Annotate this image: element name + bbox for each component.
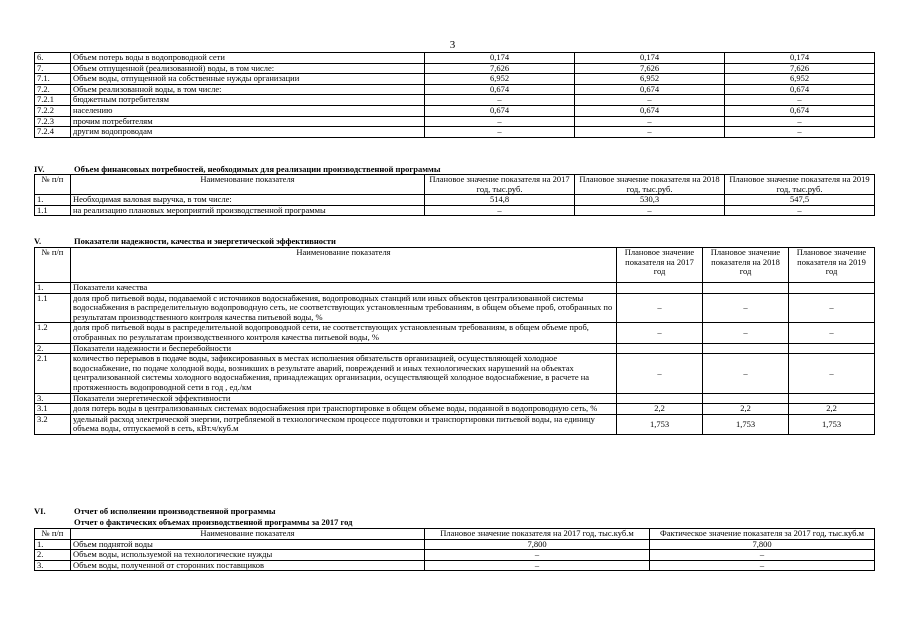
table-row	[35, 195, 875, 206]
row-name: Необходимая валовая выручка, в том числе:	[71, 195, 425, 206]
section-v-title: Показатели надежности, качества и энергетической эффективности	[74, 236, 336, 246]
row-value	[789, 343, 875, 354]
row-value: 0,174	[575, 53, 725, 64]
row-value: 0,174	[725, 53, 875, 64]
row-number: 7.1.	[35, 74, 71, 85]
row-number: 7.2.4	[35, 127, 71, 138]
row-name: Объем воды, отпущенной на собственные нужды организации	[71, 74, 425, 85]
row-value: –	[789, 293, 875, 323]
financial-needs-body	[35, 195, 875, 216]
row-name: доля потерь воды в централизованных системах водоснабжения при транспортировке в общем объеме воды, поданной в водопроводную сеть, %	[71, 404, 617, 415]
row-number: 2.	[35, 550, 71, 561]
table-row	[35, 63, 875, 74]
row-value: 6,952	[425, 74, 575, 85]
table-row	[35, 105, 875, 116]
row-value	[789, 393, 875, 404]
row-value	[789, 283, 875, 294]
actual-volumes-body	[35, 539, 875, 571]
row-value: 7,626	[575, 63, 725, 74]
page-number: 3	[449, 39, 456, 51]
row-value: –	[650, 560, 875, 571]
row-number: 3.2	[35, 414, 71, 434]
section-v-number: V.	[34, 236, 42, 246]
row-value: –	[725, 95, 875, 106]
col-actual-2017-header: Фактическое значение показателя за 2017 год, тыс.куб.м	[650, 529, 875, 540]
row-value: 0,174	[425, 53, 575, 64]
row-name: прочим потребителям	[71, 116, 425, 127]
row-name: Объем потерь воды в водопроводной сети	[71, 53, 425, 64]
table-row	[35, 116, 875, 127]
row-name: Объем воды, полученной от сторонних поставщиков	[71, 560, 425, 571]
row-value: –	[425, 560, 650, 571]
col-name-header: Наименование показателя	[71, 529, 425, 540]
col-name-header: Наименование показателя	[71, 248, 617, 283]
row-number: 7.2.2	[35, 105, 71, 116]
table-row	[35, 283, 875, 294]
row-name: доля проб питьевой воды в распределительной водопроводной сети, не соответствующих установленным требованиям, в общем объеме проб, отобранных по результатам производственного контроля качества питьевой воды, %	[71, 323, 617, 343]
row-value: –	[617, 323, 703, 343]
row-value: –	[425, 95, 575, 106]
col-plan-2018-header: Плановое значение показателя на 2018 год	[703, 248, 789, 283]
row-value	[703, 393, 789, 404]
col-number-header: № п/п	[35, 248, 71, 283]
row-value: 0,674	[425, 105, 575, 116]
table-row	[35, 205, 875, 216]
row-number: 2.1	[35, 354, 71, 393]
row-number: 1.1	[35, 293, 71, 323]
row-name: доля проб питьевой воды, подаваемой с источников водоснабжения, водопроводных станций или иных объектов централизованной системы водоснабжения в распределительную водопроводную сеть, не соответствующих установленным требованиям, в общем объеме проб, отобранных по результатам производственного контроля качества питьевой воды, %	[71, 293, 617, 323]
table-row	[35, 539, 875, 550]
table-row	[35, 560, 875, 571]
row-value: –	[789, 323, 875, 343]
row-name: Показатели энергетической эффективности	[71, 393, 617, 404]
col-plan-2017-header: Плановое значение показателя на 2017 год, тыс.руб.	[425, 175, 575, 195]
table-row	[35, 127, 875, 138]
row-value: –	[617, 293, 703, 323]
row-number: 3.	[35, 393, 71, 404]
row-number: 3.1	[35, 404, 71, 415]
table-row	[35, 95, 875, 106]
row-value: 0,674	[725, 105, 875, 116]
row-name: удельный расход электрической энергии, потребляемой в технологическом процессе подготовки и транспортировки питьевой воды, на единицу объема воды, отпускаемой в сеть, кВт.ч/куб.м	[71, 414, 617, 434]
row-number: 1.1	[35, 205, 71, 216]
row-value: –	[575, 205, 725, 216]
table-row	[35, 343, 875, 354]
row-name: другим водопроводам	[71, 127, 425, 138]
section-vi-number: VI.	[34, 506, 46, 516]
col-number-header: № п/п	[35, 175, 71, 195]
row-value: 2,2	[789, 404, 875, 415]
row-value: 0,674	[425, 84, 575, 95]
row-value: 6,952	[725, 74, 875, 85]
row-value: 7,800	[650, 539, 875, 550]
row-value: 0,674	[725, 84, 875, 95]
table-row	[35, 393, 875, 404]
row-number: 1.2	[35, 323, 71, 343]
row-value: –	[789, 354, 875, 393]
section-iv-heading	[34, 164, 440, 174]
row-value: –	[425, 205, 575, 216]
row-value: –	[617, 354, 703, 393]
col-plan-2019-header: Плановое значение показателя на 2019 год, тыс.руб.	[725, 175, 875, 195]
row-value: –	[425, 127, 575, 138]
row-value: –	[725, 116, 875, 127]
row-value: 547,5	[725, 195, 875, 206]
row-value: –	[725, 127, 875, 138]
row-value: –	[425, 550, 650, 561]
section-iv-title: Объем финансовых потребностей, необходимых для реализации производственной программы	[74, 164, 441, 174]
row-value: –	[703, 293, 789, 323]
col-plan-2017-header: Плановое значение показателя на 2017 год	[617, 248, 703, 283]
row-value: 0,674	[575, 105, 725, 116]
water-balance-table	[34, 52, 875, 138]
row-value: –	[725, 205, 875, 216]
row-value: 1,753	[703, 414, 789, 434]
row-number: 1.	[35, 539, 71, 550]
section-vi-subtitle: Отчет о фактических объемах производственной программы за 2017 год	[74, 517, 353, 527]
table-row	[35, 354, 875, 393]
row-name: количество перерывов в подаче воды, зафиксированных в местах исполнения обязательств организацией, осуществляющей холодное водоснабжение, по подаче холодной воды, возникших в результате аварий, повреждений и иных технологических нарушений на объектах централизованной системы холодного водоснабжения, принадлежащих организации, осуществляющей холодное водоснабжение, в расчете на протяженность водопроводной сети в год , ед./км	[71, 354, 617, 393]
water-balance-body	[35, 53, 875, 138]
row-number: 7.2.1	[35, 95, 71, 106]
row-name: Объем реализованной воды, в том числе:	[71, 84, 425, 95]
row-name: Показатели качества	[71, 283, 617, 294]
table-row	[35, 550, 875, 561]
row-number: 6.	[35, 53, 71, 64]
table-row	[35, 414, 875, 434]
row-value: –	[575, 95, 725, 106]
row-value	[617, 343, 703, 354]
col-plan-2019-header: Плановое значение показателя на 2019 год	[789, 248, 875, 283]
row-value: –	[703, 323, 789, 343]
financial-needs-table	[34, 174, 875, 216]
table-row	[35, 84, 875, 95]
row-value: 7,626	[425, 63, 575, 74]
reliability-table	[34, 247, 875, 435]
row-value: 0,674	[575, 84, 725, 95]
row-number: 3.	[35, 560, 71, 571]
row-value: 1,753	[617, 414, 703, 434]
row-value: 7,626	[725, 63, 875, 74]
row-value: 1,753	[789, 414, 875, 434]
row-value: 2,2	[617, 404, 703, 415]
row-value: –	[575, 127, 725, 138]
row-name: на реализацию плановых мероприятий производственной программы	[71, 205, 425, 216]
row-value	[703, 283, 789, 294]
section-v-heading	[34, 236, 336, 246]
col-plan-2018-header: Плановое значение показателя на 2018 год, тыс.руб.	[575, 175, 725, 195]
row-value: 6,952	[575, 74, 725, 85]
section-vi-heading	[34, 506, 276, 516]
table-row	[35, 323, 875, 343]
section-iv-number: IV.	[34, 164, 45, 174]
col-name-header: Наименование показателя	[71, 175, 425, 195]
table-row	[35, 53, 875, 64]
row-value: –	[650, 550, 875, 561]
row-number: 1.	[35, 195, 71, 206]
row-name: Объем воды, используемой на технологические нужды	[71, 550, 425, 561]
row-value: –	[703, 354, 789, 393]
row-number: 7.	[35, 63, 71, 74]
row-number: 7.2.3	[35, 116, 71, 127]
row-name: населению	[71, 105, 425, 116]
row-value: –	[425, 116, 575, 127]
row-number: 1.	[35, 283, 71, 294]
row-number: 7.2.	[35, 84, 71, 95]
row-value: 530,3	[575, 195, 725, 206]
row-name: Объем поднятой воды	[71, 539, 425, 550]
section-vi-title: Отчет об исполнении производственной программы	[74, 506, 276, 516]
actual-volumes-table	[34, 528, 875, 571]
row-value	[703, 343, 789, 354]
col-number-header: № п/п	[35, 529, 71, 540]
row-value	[617, 393, 703, 404]
col-plan-2017-header: Плановое значение показателя на 2017 год, тыс.куб.м	[425, 529, 650, 540]
row-name: Объем отпущенной (реализованной) воды, в том числе:	[71, 63, 425, 74]
table-row	[35, 74, 875, 85]
row-value: 514,8	[425, 195, 575, 206]
row-name: бюджетным потребителям	[71, 95, 425, 106]
row-name: Показатели надежности и бесперебойности	[71, 343, 617, 354]
row-value: 2,2	[703, 404, 789, 415]
row-number: 2.	[35, 343, 71, 354]
row-value: –	[575, 116, 725, 127]
table-row	[35, 293, 875, 323]
table-row	[35, 404, 875, 415]
reliability-body	[35, 283, 875, 435]
row-value	[617, 283, 703, 294]
row-value: 7,800	[425, 539, 650, 550]
